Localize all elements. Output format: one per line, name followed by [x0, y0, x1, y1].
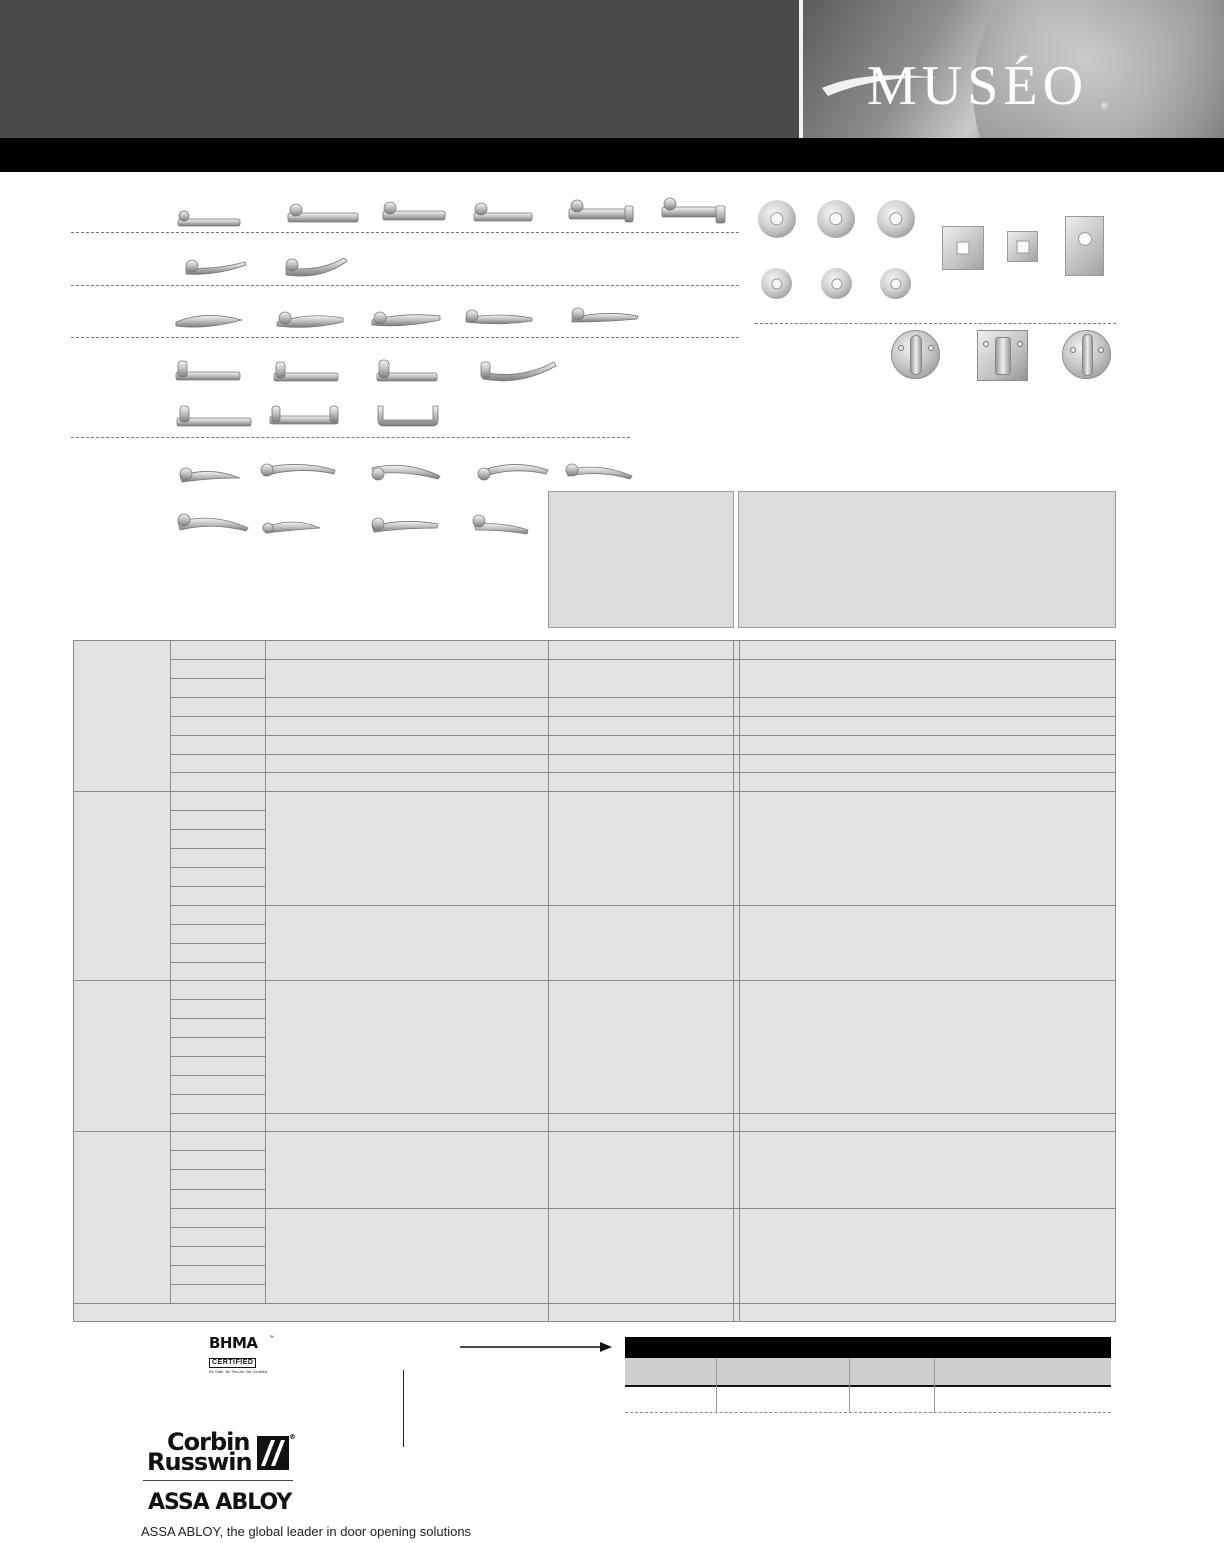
- thumbturn-icon: [891, 330, 940, 379]
- square-escutcheon-icon: [1007, 231, 1038, 262]
- separator: [71, 232, 739, 233]
- corbin-russwin-mark-icon: [257, 1436, 289, 1470]
- separator: [71, 285, 739, 286]
- round-rose-icon: [758, 200, 796, 238]
- lever-handle-icon: [176, 308, 638, 327]
- company-tagline: ASSA ABLOY, the global leader in door opening solutions: [141, 1524, 472, 1539]
- brand-registered-mark: ®: [1101, 101, 1108, 111]
- arrow-right-icon: [460, 1342, 612, 1352]
- lever-handle-icon: [177, 406, 438, 426]
- corbin-russwin-logo: Corbin Russwin ®: [147, 1428, 296, 1476]
- logo-divider: [143, 1480, 293, 1481]
- round-rose-icon: [880, 268, 911, 299]
- square-escutcheon-icon: [942, 226, 984, 270]
- separator: [71, 337, 739, 338]
- round-rose-icon: [821, 268, 852, 299]
- thumbturn-icon: [977, 330, 1028, 381]
- brand-logo: MUSÉO: [867, 55, 1089, 117]
- round-rose-icon: [817, 200, 855, 238]
- lever-handle-icon: [178, 514, 528, 534]
- lever-handle-icon: [178, 198, 725, 226]
- separator: [755, 323, 1116, 324]
- round-rose-icon: [877, 200, 915, 238]
- summary-table-rule: [625, 1385, 1111, 1387]
- vertical-rule: [403, 1370, 404, 1447]
- assa-abloy-logo: ASSA ABLOY: [148, 1490, 292, 1515]
- info-panel: [738, 491, 1116, 628]
- round-rose-icon: [761, 268, 792, 299]
- spec-table: [73, 640, 1116, 1322]
- summary-table-subheader: [625, 1358, 1111, 1385]
- summary-table-header: [625, 1337, 1111, 1358]
- lever-handle-icon: [186, 258, 347, 276]
- separator: [71, 437, 630, 438]
- thumbturn-icon: [1062, 330, 1111, 379]
- rectangular-escutcheon-icon: [1065, 216, 1104, 276]
- summary-table-row: [625, 1412, 1111, 1413]
- lever-handle-icon: [180, 464, 632, 482]
- bhma-certified-logo: BHMA CERTIFIED Be Safe. Be Secure. Be Certified. ™: [209, 1334, 274, 1374]
- info-panel: [548, 491, 734, 628]
- lever-handle-icon: [176, 360, 556, 381]
